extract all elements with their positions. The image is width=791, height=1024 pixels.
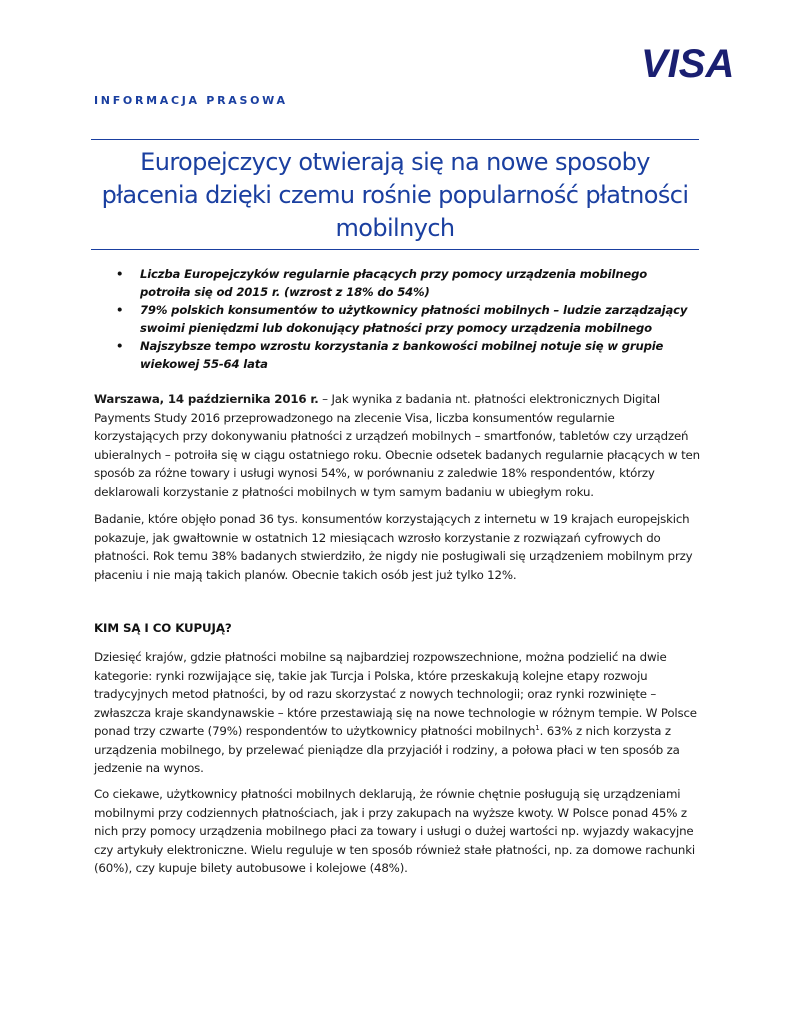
key-point-text: Liczba Europejczyków regularnie płacących przy pomocy urządzenia mobilnego potroiła się od 2015 r. (wzrost z 18% do 54%) xyxy=(140,267,648,299)
bullet-icon: • xyxy=(116,267,124,281)
paragraph-usage: Co ciekawe, użytkownicy płatności mobilnych deklarują, że równie chętnie posługują się urządzeniami mobilnymi przy codziennych płatnościach, jak i przy zakupach na wyższe kwoty. W Polsce ponad 45% z nich przy pomocy urządzenia mobilnego płaci za towary i usługi o dużej wartości np. wyjazdy wakacyjne czy artykuły elektroniczne. Wielu reguluje w ten sposób również stałe płatności, np. za domowe rachunki (60%), czy kupuje bilety autobusowe i kolejowe (48%). xyxy=(94,787,695,875)
paragraph-intro-text: – Jak wynika z badania nt. płatności elektronicznych Digital Payments Study 2016 przeprowadzonego na zlecenie Visa, liczba konsumentów regularnie korzystających przy dokonywaniu płatności z urządzeń mobilnych – smartfonów, tabletów czy urządzeń ubieralnych – potroiła się w ciągu ostatniego roku. Obecnie odsetek badanych regularnie płacących w ten sposób za różne towary i usługi wynosi 54%, w porównaniu z zaledwie 18% respondentów, którzy deklarowali korzystanie z płatności mobilnych w tym samym badaniu w ubiegłym roku. xyxy=(94,392,700,499)
footnote-marker: 1 xyxy=(535,724,540,733)
visa-logo: VISA xyxy=(641,42,735,86)
paragraph-countries-text: Dziesięć krajów, gdzie płatności mobilne są najbardziej rozpowszechnione, można podzielić na dwie kategorie: rynki rozwijające się, takie jak Turcja i Polska, które przeskakują kolejne etapy rozwoju tradycyjnych metod płatności, by od razu skorzystać z nowych technologii; oraz rynki rozwinięte – zwłaszcza kraje skandynawskie – które przestawiają się na nowe technologie w różnym tempie. W Polsce ponad trzy czwarte (79%) respondentów to użytkownicy płatności mobilnych xyxy=(94,650,697,738)
key-points-list xyxy=(94,265,700,373)
key-point-text: Najszybsze tempo wzrostu korzystania z bankowości mobilnej notuje się w grupie wiekowej 55-64 lata xyxy=(140,339,664,371)
paragraph-intro xyxy=(94,390,700,501)
key-point xyxy=(94,301,700,337)
headline: Europejczycy otwierają się na nowe sposoby płacenia dzięki czemu rośnie popularność płatności mobilnych xyxy=(101,148,689,242)
bullet-icon: • xyxy=(116,303,124,317)
key-point xyxy=(94,265,700,301)
headline-bottom-rule xyxy=(91,249,699,250)
paragraph-survey: Badanie, które objęło ponad 36 tys. konsumentów korzystających z internetu w 19 krajach europejskich pokazuje, jak gwałtownie w ostatnich 12 miesiącach wzrosło korzystanie z rozwiązań cyfrowych do płatności. Rok temu 38% badanych stwierdziło, że nigdy nie posługiwali się urządzeniem mobilnym przy płaceniu i nie mają takich planów. Obecnie takich osób jest już tylko 12%. xyxy=(94,512,693,582)
bullet-icon: • xyxy=(116,339,124,353)
key-point xyxy=(94,337,700,373)
section-heading: KIM SĄ I CO KUPUJĄ? xyxy=(94,621,232,635)
paragraph-countries-text-cont: . 63% z nich korzysta z urządzenia mobilnego, by przelewać pieniądze dla przyjaciół i rodziny, a połowa płaci w ten sposób za jedzenie na wynos. xyxy=(94,724,680,775)
section-label: INFORMACJA PRASOWA xyxy=(94,94,288,107)
paragraph-countries xyxy=(94,648,700,778)
dateline: Warszawa, 14 października 2016 r. xyxy=(94,392,319,406)
key-point-text: 79% polskich konsumentów to użytkownicy płatności mobilnych – ludzie zarządzający swoimi pieniędzmi lub dokonujący płatności przy pomocy urządzenia mobilnego xyxy=(140,303,688,335)
headline-top-rule xyxy=(91,139,699,140)
